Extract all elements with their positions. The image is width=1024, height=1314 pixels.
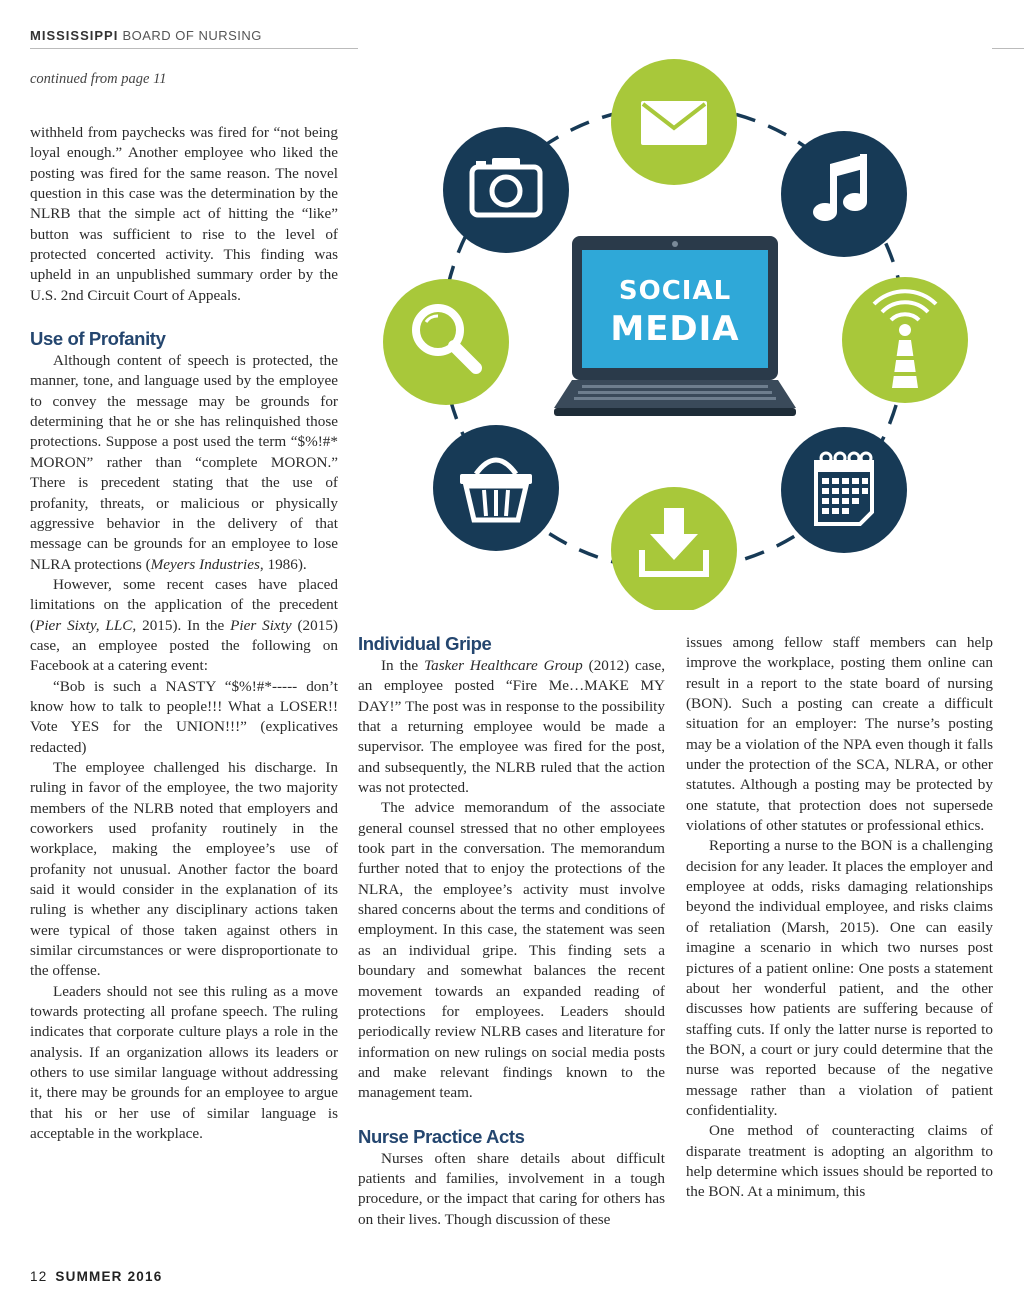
camera-icon: [443, 127, 569, 253]
paragraph-npa-4: One method of counteracting claims of disparate treatment is adopting an algorithm to help determine which issues should be reported to the BON. At a minimum, this: [686, 1122, 993, 1201]
column-middle: [358, 632, 665, 1230]
issue-label: SUMMER 2016: [55, 1269, 163, 1284]
paragraph-profanity-4: Leaders should not see this ruling as a move towards protecting all profane speech. The ruling indicates that corporate culture plays a role in the analysis. If an organization allows its leaders or others to use similar language without addressing it, there may be grounds for an employee to argue that his or her use of similar language is acceptable in the workplace.: [30, 982, 338, 1143]
heading-individual-gripe: Individual Gripe: [358, 633, 492, 654]
antenna-icon: [842, 277, 968, 403]
masthead-state: MISSISSIPPI: [30, 28, 119, 43]
paragraph-profanity-1: Although content of speech is protected, the manner, tone, and language used by the employee to convey the message may be grounds for determining that he or she has relinquished those protections. Suppose a post used the term “$%!#* MORON” rather than “complete MORON.” There is precedent stating that the use of profanity, threats, or malicious or physically aggressive behavior in the delivery of that message can be grounds for an employee to lose NLRA protections (Meyers Industries, 1986).: [30, 352, 338, 573]
calendar-icon: [781, 427, 907, 553]
magnifier-icon: [383, 279, 509, 405]
paragraph-npa-1: Nurses often share details about difficult patients and families, involvement in a tough procedure, or the impact that caring for others has on their lives. Though discussion of these: [358, 1149, 665, 1228]
heading-nurse-practice-acts: Nurse Practice Acts: [358, 1125, 525, 1147]
download-icon: [611, 487, 737, 610]
heading-use-of-profanity: Use of Profanity: [30, 328, 166, 350]
paragraph-quote: “Bob is such a NASTY “$%!#*----- don’t know how to talk to people!!! What a LOSER!! Vote YES for the UNION!!!” (explicatives redacted): [30, 677, 338, 756]
header-rule-right: [992, 48, 1024, 49]
continued-note: continued from page 11: [30, 71, 167, 87]
music-note-icon: [781, 131, 907, 257]
social-media-graphic: [368, 50, 1024, 610]
paragraph-intro: withheld from paychecks was fired for “not being loyal enough.” Another employee who liked the posting was fired for the same reason. The novel question in this case was the determination by the NLRB that the simple act of hitting the “like” button was sufficient to rise to the level of protected concerted activity. This finding was upheld in an unpublished summary order by the U.S. 2nd Circuit Court of Appeals.: [30, 124, 338, 304]
column-right: [686, 633, 993, 1203]
paragraph-gripe-1: In the Tasker Healthcare Group (2012) case, an employee posted “Fire Me…MAKE MY DAY!” The post was in response to the possibility that a returning employee would be made a supervisor. The employee was fired for the post, and subsequently, the NLRB ruled that the action was not protected.: [358, 657, 665, 797]
paragraph-profanity-2: However, some recent cases have placed limitations on the application of the precedent (Pier Sixty, LLC, 2015). In the Pier Sixty (2015) case, an employee posted the following on Facebook at a catering event:: [30, 575, 338, 675]
basket-icon: [433, 425, 559, 551]
page-number: 12: [30, 1269, 48, 1284]
laptop-icon: [554, 236, 796, 416]
paragraph-gripe-2: The advice memorandum of the associate general counsel stressed that no other employees took part in the conversation. The memorandum further noted that to enjoy the protections of the NLRA, the employee’s activity must involve shared concerns about the terms and conditions of employment. In this case, the statement was seen as an individual gripe. This finding sets a boundary and somewhat balances the recent movement towards an expanded reading of protections for employees. Leaders should periodically review NLRB cases and literature for information on new rulings on social media posts and make relevant findings known to the management team.: [358, 799, 665, 1102]
paragraph-profanity-3: The employee challenged his discharge. In ruling in favor of the employee, the two majority members of the NLRB noted that employers and coworkers used profanity routinely in the workplace, making the employee’s use of profanity not unusual. Another factor the board said it would consider in the explanation of its ruling is whether any disciplinary actions taken were typical of those taken against others in similar circumstances or were disproportionate to the offense.: [30, 758, 338, 980]
masthead: [30, 28, 262, 43]
graphic-title-media: MEDIA: [610, 309, 740, 349]
envelope-icon: [611, 59, 737, 185]
header-rule-left: [30, 48, 358, 49]
column-left: [30, 123, 338, 1145]
masthead-board: BOARD OF NURSING: [122, 28, 262, 43]
page-footer: [30, 1269, 162, 1284]
paragraph-npa-3: Reporting a nurse to the BON is a challenging decision for any leader. It places the employer and employee at odds, risks damaging relationships beyond the individual employee, and risks claims of retaliation (Marsh, 2015). One can easily imagine a scenario in which two nurses post pictures of a patient online: One posts a statement about her wonderful patient, and the other discusses how patients are suffering because of staffing cuts. If only the latter nurse is reported to the BON, a court or jury could determine that the nurse was reported because of the negative message rather than a violation of patient confidentiality.: [686, 837, 993, 1119]
graphic-title-social: SOCIAL: [618, 276, 732, 306]
paragraph-npa-2: issues among fellow staff members can help improve the workplace, posting them online can result in a report to the state board of nursing (BON). Such a posting can create a difficult situation for an employer: The nurse’s posting may be a violation of the NPA even though it falls under the protection of the SCA, NLRA, or other statutes. Although a posting may be protected by one statute, that protection does not supersede violations of other statutes or professional ethics.: [686, 634, 993, 835]
